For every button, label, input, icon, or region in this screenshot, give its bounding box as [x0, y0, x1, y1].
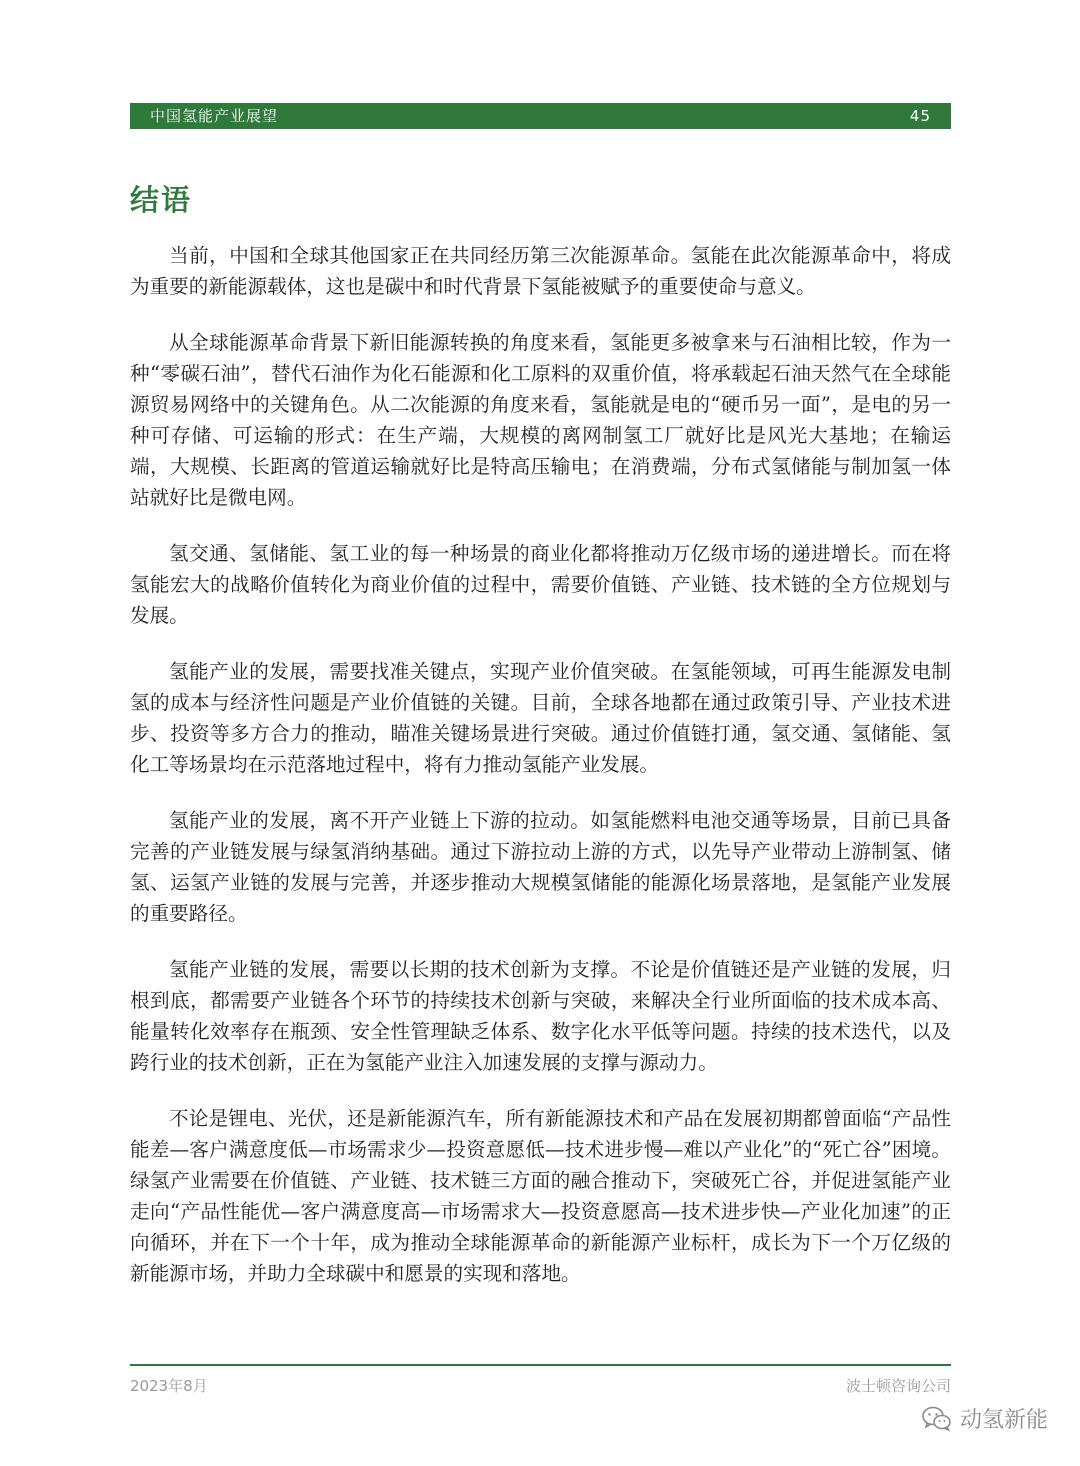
paragraph: 当前，中国和全球其他国家正在共同经历第三次能源革命。氢能在此次能源革命中，将成为重要的新能源载体，这也是碳中和时代背景下氢能被赋予的重要使命与意义。 — [130, 244, 951, 298]
footer-date: 2023年8月 — [130, 1377, 208, 1395]
footer-divider — [130, 1364, 951, 1366]
header-title: 中国氢能产业展望 — [150, 107, 279, 125]
watermark — [922, 1403, 1048, 1434]
paragraph: 氢交通、氢储能、氢工业的每一种场景的商业化都将推动万亿级市场的递进增长。而在将氢能宏大的战略价值转化为商业价值的过程中，需要价值链、产业链、技术链的全方位规划与发展。 — [130, 542, 951, 627]
paragraph: 不论是锂电、光伏，还是新能源汽车，所有新能源技术和产品在发展初期都曾面临“产品性能差—客户满意度低—市场需求少—投资意愿低—技术进步慢—难以产业化”的“死亡谷”困境。绿氢产业需要在价值链、产业链、技术链三方面的融合推动下，突破死亡谷，并促进氢能产业走向“产品性能优—客户满意度高—市场需求大—投资意愿高—技术进步快—产业化加速”的正向循环，并在下一个十年，成为推动全球能源革命的新能源产业标杆，成长为下一个万亿级的新能源市场，并助力全球碳中和愿景的实现和落地。 — [130, 1107, 951, 1285]
paragraph: 氢能产业的发展，需要找准关键点，实现产业价值突破。在氢能领域，可再生能源发电制氢的成本与经济性问题是产业价值链的关键。目前，全球各地都在通过政策引导、产业技术进步、投资等多方合力的推动，瞄准关键场景进行突破。通过价值链打通，氢交通、氢储能、氢化工等场景均在示范落地过程中，将有力推动氢能产业发展。 — [130, 660, 951, 776]
section-title: 结语 — [130, 183, 193, 217]
footer-company: 波士顿咨询公司 — [845, 1377, 951, 1395]
paragraph: 从全球能源革命背景下新旧能源转换的角度来看，氢能更多被拿来与石油相比较，作为一种“零碳石油”，替代石油作为化石能源和化工原料的双重价值，将承载起石油天然气在全球能源贸易网络中的关键角色。从二次能源的角度来看，氢能就是电的“硬币另一面”，是电的另一种可存储、可运输的形式：在生产端，大规模的离网制氢工厂就好比是风光大基地；在输运端，大规模、长距离的管道运输就好比是特高压输电；在消费端，分布式氢储能与制加氢一体站就好比是微电网。 — [130, 331, 951, 509]
body-text — [130, 240, 951, 1314]
watermark-text: 动氢新能 — [959, 1408, 1048, 1433]
paragraph: 氢能产业的发展，离不开产业链上下游的拉动。如氢能燃料电池交通等场景，目前已具备完善的产业链发展与绿氢消纳基础。通过下游拉动上游的方式，以先导产业带动上游制氢、储氢、运氢产业链的发展与完善，并逐步推动大规模氢储能的能源化场景落地，是氢能产业发展的重要路径。 — [130, 809, 951, 925]
header-bar — [130, 103, 951, 129]
paragraph: 氢能产业链的发展，需要以长期的技术创新为支撑。不论是价值链还是产业链的发展，归根到底，都需要产业链各个环节的持续技术创新与突破，来解决全行业所面临的技术成本高、能量转化效率存在瓶颈、安全性管理缺乏体系、数字化水平低等问题。持续的技术迭代，以及跨行业的技术创新，正在为氢能产业注入加速发展的支撑与源动力。 — [130, 958, 951, 1074]
wechat-icon — [922, 1406, 952, 1432]
page-number: 45 — [909, 107, 931, 125]
